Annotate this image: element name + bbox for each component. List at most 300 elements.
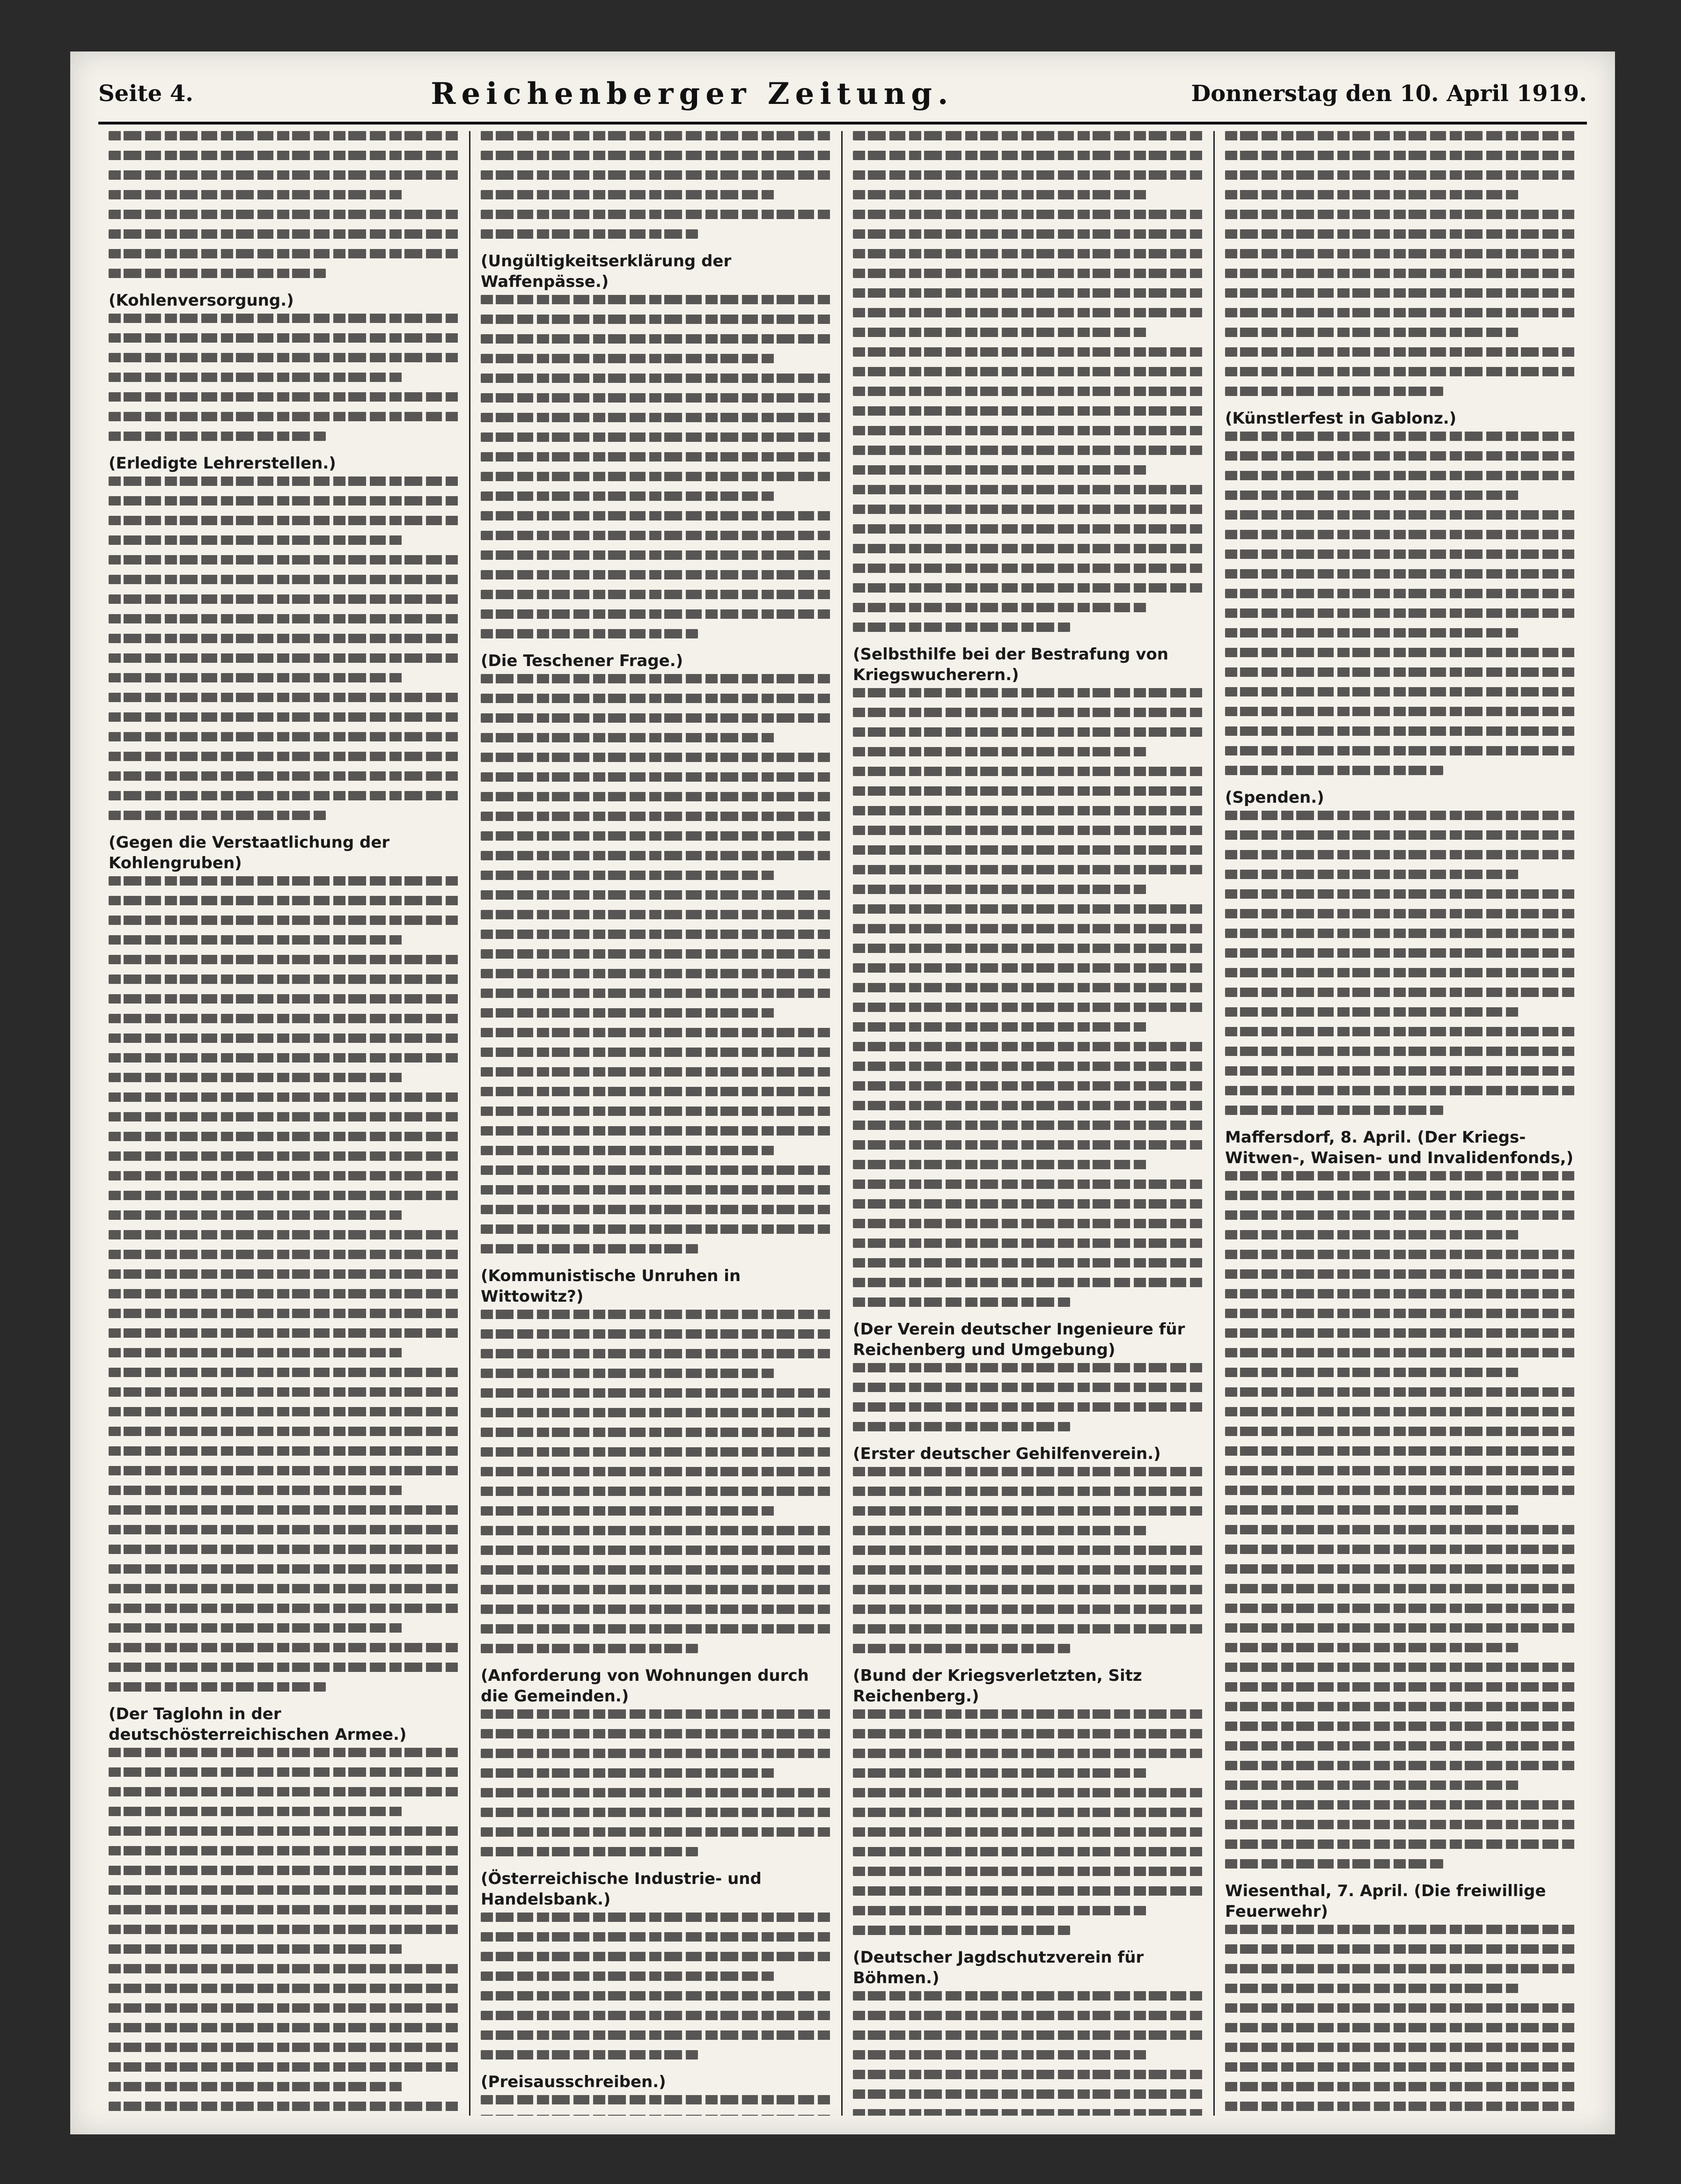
text-line <box>1225 889 1577 899</box>
text-line <box>853 826 1203 835</box>
text-line <box>853 1042 1203 1051</box>
article <box>109 290 459 441</box>
text-line <box>1225 1741 1577 1751</box>
text-line <box>481 1729 831 1738</box>
text-line <box>1225 988 1577 997</box>
text-line <box>1225 2102 1577 2111</box>
text-line <box>853 1239 1203 1248</box>
article-title: (Kohlenversorgung.) <box>109 291 294 310</box>
text-line <box>1225 1106 1443 1115</box>
text-line <box>1225 1407 1577 1416</box>
text-line <box>853 288 1203 298</box>
text-line <box>481 1526 831 1535</box>
text-line <box>1225 229 1577 239</box>
text-line <box>1225 608 1577 618</box>
article <box>481 131 831 239</box>
text-line <box>853 727 1203 737</box>
text-line <box>109 535 403 545</box>
text-line <box>1225 1328 1577 1338</box>
text-line <box>1225 1250 1577 1259</box>
text-line <box>109 373 403 382</box>
text-line <box>481 315 831 324</box>
text-line <box>853 1847 1203 1856</box>
text-line <box>1225 1086 1577 1095</box>
text-line <box>109 1807 403 1816</box>
text-line <box>109 516 459 525</box>
text-line <box>109 1486 403 1495</box>
text-line <box>481 131 831 140</box>
text-line <box>481 694 831 703</box>
text-line <box>853 1808 1203 1817</box>
text-line <box>853 1121 1203 1130</box>
article <box>853 644 1203 1307</box>
text-line <box>1225 589 1577 598</box>
text-line <box>853 1180 1203 1189</box>
text-line <box>481 151 831 160</box>
text-line <box>1225 850 1577 859</box>
text-line <box>1225 1820 1577 1829</box>
text-line <box>109 1210 403 1220</box>
article <box>109 131 459 278</box>
text-line <box>109 896 459 905</box>
text-line <box>853 1003 1203 1012</box>
article <box>481 1869 831 2059</box>
text-line <box>481 1585 831 1594</box>
text-line <box>481 1932 831 1942</box>
text-line <box>109 151 459 160</box>
text-line <box>853 1768 1147 1778</box>
text-line <box>481 1408 831 1417</box>
text-line <box>109 1387 459 1397</box>
text-line <box>481 1244 698 1253</box>
text-line <box>109 1905 459 1914</box>
text-line <box>481 1028 831 1037</box>
text-line <box>853 1729 1203 1738</box>
text-line <box>109 876 459 886</box>
text-line <box>853 151 1203 160</box>
text-line <box>853 1585 1203 1594</box>
text-line <box>853 446 1203 455</box>
text-line <box>481 550 831 560</box>
text-line <box>853 786 1203 796</box>
text-line <box>481 1913 831 1922</box>
text-line <box>481 1388 831 1398</box>
text-line <box>853 1991 1203 2001</box>
article <box>481 1665 831 1856</box>
text-line <box>853 1219 1203 1228</box>
text-line <box>109 2003 459 2013</box>
text-line <box>109 2102 459 2111</box>
text-line <box>853 1422 1070 1431</box>
text-line <box>481 629 698 638</box>
text-line <box>481 1709 831 1719</box>
text-line <box>109 249 459 258</box>
text-line <box>481 413 831 422</box>
text-line <box>109 1984 459 1993</box>
text-line <box>481 851 831 860</box>
article <box>481 651 831 1253</box>
text-line <box>853 1081 1203 1091</box>
text-line <box>853 1644 1070 1653</box>
text-line <box>1225 909 1577 918</box>
text-line <box>853 1565 1203 1575</box>
text-line <box>481 1369 775 1378</box>
text-line <box>853 367 1203 376</box>
text-line <box>109 1682 326 1692</box>
text-line <box>109 1866 459 1875</box>
text-line <box>481 969 831 978</box>
text-line <box>481 1447 831 1457</box>
text-line <box>109 594 459 604</box>
text-line <box>1225 1702 1577 1711</box>
text-line <box>1225 746 1577 755</box>
text-line <box>481 1768 775 1778</box>
article-title: (Spenden.) <box>1225 788 1324 807</box>
text-line <box>853 2050 1147 2059</box>
text-line <box>853 1605 1203 1614</box>
article <box>109 832 459 1692</box>
text-line <box>1225 2023 1577 2032</box>
text-line <box>1225 367 1577 376</box>
text-line <box>109 1033 459 1043</box>
text-line <box>109 1073 403 1082</box>
text-line <box>1225 687 1577 696</box>
text-line <box>1225 766 1443 775</box>
text-line <box>481 772 831 782</box>
text-line <box>481 170 831 180</box>
text-line <box>481 1991 831 2001</box>
text-line <box>1225 667 1577 677</box>
text-line <box>1225 726 1577 736</box>
text-line <box>109 1925 459 1934</box>
text-line <box>109 2043 459 2052</box>
text-line <box>109 575 459 584</box>
text-line <box>481 1349 831 1358</box>
text-line <box>1225 628 1520 638</box>
text-line <box>853 2089 1203 2099</box>
text-line <box>1225 1191 1577 1200</box>
issue-date: Donnerstag den 10. April 1919. <box>1191 81 1587 107</box>
text-line <box>481 1644 698 1653</box>
article-title: (Künstlerfest in Gablonz.) <box>1225 409 1457 428</box>
text-line <box>1225 1722 1577 1731</box>
text-line <box>853 1709 1203 1719</box>
column-2 <box>470 131 843 2116</box>
text-line <box>481 1827 831 1837</box>
text-line <box>1225 2003 1577 2013</box>
text-line <box>109 412 459 421</box>
text-line <box>109 791 459 800</box>
text-line <box>853 1140 1203 1150</box>
article <box>1225 1881 1577 2116</box>
text-line <box>109 673 403 682</box>
text-line <box>481 2050 698 2059</box>
text-line <box>1225 1964 1577 1973</box>
article-title: (Anforderung von Wohnungen durch die Gemeinden.) <box>481 1666 809 1706</box>
text-line <box>1225 1210 1577 1220</box>
article-columns <box>98 131 1587 2116</box>
text-line <box>853 564 1203 573</box>
text-line <box>481 1008 775 1018</box>
text-line <box>109 555 459 564</box>
text-line <box>481 570 831 579</box>
text-line <box>109 1407 459 1416</box>
text-line <box>853 1526 1147 1535</box>
text-line <box>1225 1309 1577 1318</box>
text-line <box>109 916 459 925</box>
text-line <box>853 1160 1147 1169</box>
article-title: Wiesenthal, 7. April. (Die freiwillige Feuerwehr) <box>1225 1882 1546 1921</box>
text-line <box>109 1151 459 1161</box>
text-line <box>853 963 1203 973</box>
text-line <box>853 904 1203 914</box>
text-line <box>481 1847 698 1856</box>
text-line <box>481 831 831 841</box>
text-line <box>853 465 1147 475</box>
text-line <box>853 1363 1203 1372</box>
text-line <box>109 653 459 663</box>
text-line <box>481 472 831 481</box>
text-line <box>109 935 403 945</box>
article <box>481 1266 831 1653</box>
text-line <box>853 269 1203 278</box>
text-line <box>109 614 459 623</box>
text-line <box>481 1808 831 1817</box>
text-line <box>109 994 459 1004</box>
text-line <box>1225 387 1443 396</box>
text-line <box>481 452 831 462</box>
text-line <box>481 1048 831 1057</box>
text-line <box>853 1402 1203 1412</box>
text-line <box>109 1944 403 1954</box>
text-line <box>481 930 831 939</box>
text-line <box>109 432 326 441</box>
text-line <box>481 511 831 520</box>
text-line <box>1225 1984 1520 1993</box>
text-line <box>1225 1564 1577 1574</box>
text-line <box>853 1624 1203 1634</box>
text-line <box>853 944 1203 953</box>
text-line <box>109 811 326 820</box>
text-line <box>853 406 1203 416</box>
text-line <box>1225 510 1577 520</box>
text-line <box>109 1092 459 1102</box>
article-title: (Der Taglohn in der deutschösterreichischen Armee.) <box>109 1705 407 1744</box>
text-line <box>109 1787 459 1796</box>
text-line <box>853 1749 1203 1758</box>
text-line <box>853 1886 1203 1896</box>
text-line <box>853 1827 1203 1837</box>
text-line <box>1225 2062 1577 2072</box>
text-line <box>1225 1427 1577 1436</box>
text-line <box>1225 2043 1577 2052</box>
text-line <box>1225 1781 1520 1790</box>
text-line <box>1225 530 1577 539</box>
text-line <box>109 1132 459 1141</box>
text-line <box>481 354 775 363</box>
text-line <box>481 1788 831 1797</box>
text-line <box>481 1546 831 1555</box>
text-line <box>481 989 831 998</box>
text-line <box>853 1258 1203 1268</box>
text-line <box>1225 328 1520 337</box>
text-line <box>109 1604 459 1613</box>
text-line <box>853 308 1203 317</box>
article-title: (Österreichische Industrie- und Handelsbank.) <box>481 1869 762 1909</box>
text-line <box>481 190 775 199</box>
text-line <box>109 333 459 343</box>
text-line <box>1225 210 1577 219</box>
text-line <box>481 1329 831 1339</box>
article-title: (Gegen die Verstaatlichung der Kohlengruben) <box>109 833 390 872</box>
text-line <box>481 531 831 540</box>
text-line <box>109 353 459 362</box>
text-line <box>853 1506 1203 1516</box>
text-line <box>109 1368 459 1377</box>
text-line <box>1225 151 1577 160</box>
article-title: (Deutscher Jagdschutzverein für Böhmen.) <box>853 1948 1144 1987</box>
text-line <box>109 1014 459 1023</box>
text-line <box>1225 1604 1577 1613</box>
text-line <box>1225 1663 1577 1672</box>
text-line <box>481 1428 831 1437</box>
text-line <box>481 1185 831 1195</box>
article <box>109 453 459 820</box>
text-line <box>109 1466 459 1475</box>
text-line <box>1225 1761 1577 1770</box>
text-line <box>1225 1505 1520 1515</box>
text-line <box>109 1309 459 1318</box>
text-line <box>853 1062 1203 1071</box>
text-line <box>109 1171 459 1180</box>
article-title: (Die Teschener Frage.) <box>481 652 683 670</box>
text-line <box>853 485 1203 494</box>
text-line <box>1225 1171 1577 1180</box>
text-line <box>1225 2082 1577 2091</box>
article-title: Maffersdorf, 8. April. (Der Kriegs-Witwen-, Waisen- und Invalidenfonds,) <box>1225 1128 1574 1167</box>
text-line <box>481 609 831 619</box>
text-line <box>853 2030 1203 2040</box>
text-line <box>853 583 1203 593</box>
article <box>1225 131 1577 396</box>
article <box>481 251 831 638</box>
text-line <box>481 1107 831 1116</box>
text-line <box>1225 1289 1577 1298</box>
text-line <box>481 1487 831 1496</box>
text-line <box>1225 1269 1577 1279</box>
text-line <box>109 752 459 761</box>
text-line <box>853 131 1203 140</box>
article <box>481 2072 831 2116</box>
text-line <box>109 1885 459 1895</box>
text-line <box>853 1101 1203 1110</box>
text-line <box>853 845 1203 855</box>
text-line <box>853 688 1203 697</box>
text-line <box>109 693 459 702</box>
text-line <box>481 295 831 304</box>
text-line <box>853 1926 1070 1935</box>
text-line <box>481 334 831 344</box>
text-line <box>109 1525 459 1534</box>
page-number: Seite 4. <box>98 81 193 107</box>
text-line <box>1225 190 1520 199</box>
column-4 <box>1215 131 1587 2116</box>
text-line <box>1225 347 1577 357</box>
column-3 <box>843 131 1215 2116</box>
text-line <box>481 229 698 239</box>
text-line <box>481 1506 775 1516</box>
text-line <box>109 955 459 964</box>
article-title: (Kommunistische Unruhen in Wittowitz?) <box>481 1267 741 1306</box>
text-line <box>481 1565 831 1575</box>
text-line <box>109 1663 459 1672</box>
text-line <box>1225 1066 1577 1076</box>
text-line <box>481 1146 775 1155</box>
text-line <box>481 2095 831 2104</box>
article-title: (Bund der Kriegsverletzten, Sitz Reichenberg.) <box>853 1666 1142 1706</box>
text-line <box>481 1165 831 1175</box>
text-line <box>1225 1348 1577 1357</box>
text-line <box>481 1952 831 1961</box>
text-line <box>481 949 831 959</box>
article <box>853 131 1203 632</box>
text-line <box>853 210 1203 219</box>
text-line <box>481 733 775 742</box>
text-line <box>109 2082 403 2091</box>
text-line <box>109 131 459 140</box>
text-line <box>1225 1682 1577 1692</box>
text-line <box>1225 1944 1577 1954</box>
text-line <box>853 328 1147 337</box>
text-line <box>481 432 831 442</box>
text-line <box>853 2011 1203 2020</box>
text-line <box>109 1846 459 1855</box>
text-line <box>1225 1486 1577 1495</box>
article-title: (Erledigte Lehrerstellen.) <box>109 454 336 473</box>
article <box>853 1319 1203 1431</box>
text-line <box>481 1749 831 1758</box>
text-line <box>853 170 1203 180</box>
text-line <box>481 210 831 219</box>
text-line <box>109 1505 459 1515</box>
text-line <box>109 1964 459 1973</box>
text-line <box>481 1067 831 1077</box>
text-line <box>109 712 459 722</box>
article-title: (Erster deutscher Gehilfenverein.) <box>853 1444 1161 1463</box>
text-line <box>109 1427 459 1436</box>
text-line <box>481 753 831 762</box>
text-line <box>109 1289 459 1298</box>
text-line <box>853 190 1147 199</box>
text-line <box>481 792 831 801</box>
text-line <box>853 747 1147 756</box>
text-line <box>481 674 831 683</box>
text-line <box>1225 1230 1520 1239</box>
text-line <box>1225 1859 1443 1869</box>
text-line <box>109 229 459 239</box>
text-line <box>1225 870 1520 879</box>
text-line <box>853 885 1147 894</box>
article <box>1225 787 1577 1115</box>
text-line <box>1225 1007 1520 1017</box>
text-line <box>853 505 1203 514</box>
text-line <box>853 1022 1147 1032</box>
text-line <box>853 865 1203 874</box>
text-line <box>1225 1368 1520 1377</box>
text-line <box>853 347 1203 357</box>
text-line <box>481 1087 831 1096</box>
text-line <box>481 393 831 403</box>
